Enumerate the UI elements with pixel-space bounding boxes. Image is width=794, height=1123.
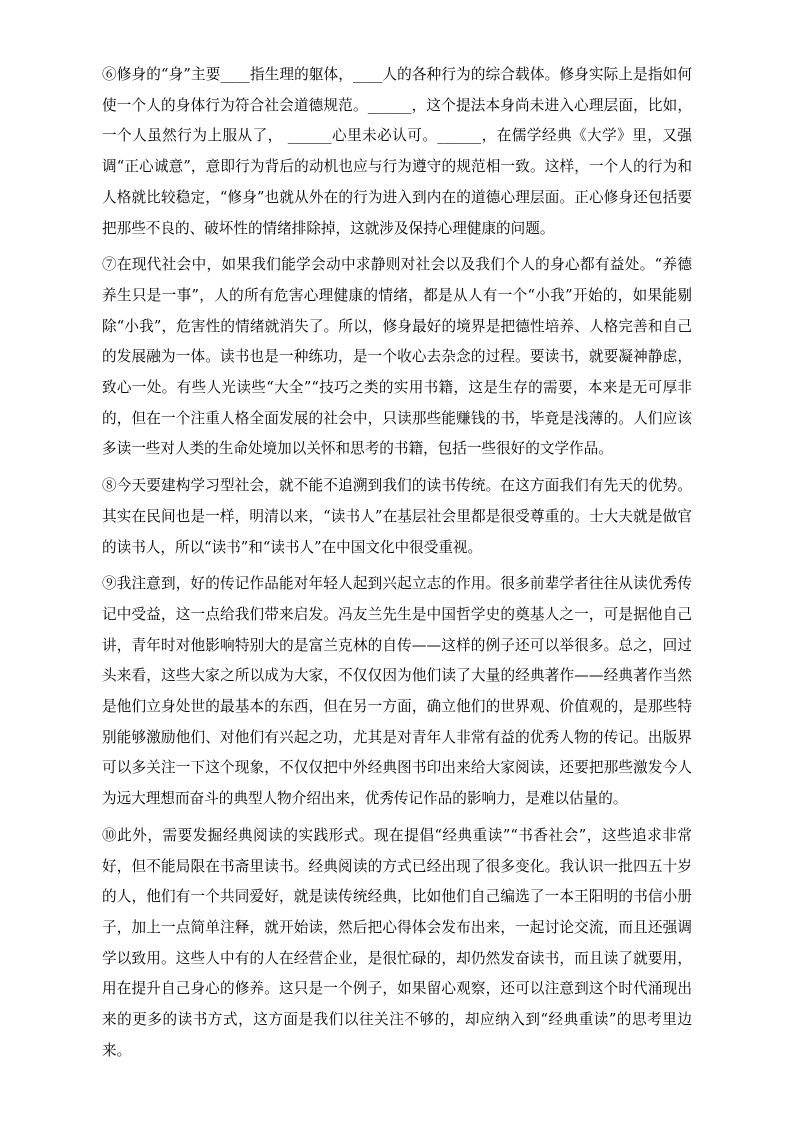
paragraph-6 [102, 60, 692, 244]
paragraph-number: ⑩ [102, 826, 118, 844]
paragraph-number: ⑨ [102, 575, 117, 593]
paragraph-10 [102, 821, 692, 1067]
paragraph-text: 今天要建构学习型社会，就不能不追溯到我们的读书传统。在这方面我们有先天的优势。其实在民间也是一样，明清以来，“读书人”在基层社会里都是很受尊重的。士大夫就是做官的读书人，所以“读书”和“读书人”在中国文化中很受重视。 [102, 477, 692, 556]
paragraph-number: ⑧ [102, 477, 117, 495]
paragraph-text: 修身的“身”主要____指生理的躯体，____人的各种行为的综合载体。修身实际上是指如何使一个人的身体行为符合社会道德规范。______，这个提法本身尚未进入心理层面，比如，一个人虽然行为上服从了， ______心里未必认可。______，在儒学经典《大学》里，又强调“正心诚意”，意即行为背后的动机也应与行为遵守的规范相一致。这样，一个人的行为和人格就比较稳定，“修身”也就从外在的行为进入到内在的道德心理层面。正心修身还包括要把那些不良的、破坏性的情绪排除掉，这就涉及保持心理健康的问题。 [102, 66, 692, 237]
paragraph-7 [102, 250, 692, 465]
paragraph-text: 在现代社会中，如果我们能学会动中求静则对社会以及我们个人的身心都有益处。“养德养生只是一事”，人的所有危害心理健康的情绪，都是从人有一个“小我”开始的，如果能剔除“小我”，危害性的情绪就消失了。所以，修身最好的境界是把德性培养、人格完善和自己的发展融为一体。读书也是一种练功，是一个收心去杂念的过程。要读书，就要凝神静虑，致心一处。有些人光读些“大全”“技巧之类的实用书籍，这是生存的需要，本来是无可厚非的，但在一个注重人格全面发展的社会中，只读那些能赚钱的书，毕竟是浅薄的。人们应该多读一些对人类的生命处境加以关怀和思考的书籍，包括一些很好的文学作品。 [102, 256, 692, 458]
document-page [102, 60, 692, 1073]
paragraph-number: ⑦ [102, 256, 117, 274]
paragraph-9 [102, 569, 692, 815]
paragraph-text: 我注意到，好的传记作品能对年轻人起到兴起立志的作用。很多前辈学者往往从读优秀传记中受益，这一点给我们带来启发。冯友兰先生是中国哲学史的奠基人之一，可是据他自己讲，青年时对他影响特别大的是富兰克林的自传——这样的例子还可以举很多。总之，回过头来看，这些大家之所以成为大家，不仅仅因为他们读了大量的经典著作——经典著作当然是他们立身处世的最基本的东西，但在另一方面，确立他们的世界观、价值观的，是那些特别能够激励他们、对他们有兴起之功，尤其是对青年人非常有益的优秀人物的传记。出版界可以多关注一下这个现象，不仅仅把中外经典图书印出来给大家阅读，还要把那些激发今人为远大理想而奋斗的典型人物介绍出来，优秀传记作品的影响力，是难以估量的。 [102, 575, 692, 808]
paragraph-8 [102, 471, 692, 563]
paragraph-number: ⑥ [102, 66, 117, 83]
paragraph-text: 此外，需要发掘经典阅读的实践形式。现在提倡“经典重读”“书香社会”，这些追求非常好，但不能局限在书斋里读书。经典阅读的方式已经出现了很多变化。我认识一批四五十岁的人，他们有一个共同爱好，就是读传统经典，比如他们自己编选了一本王阳明的书信小册子，加上一点简单注释，就开始读，然后把心得体会发布出来，一起讨论交流，而且还强调学以致用。这些人中有的人在经营企业，是很忙碌的，却仍然发奋读书，而且读了就要用，用在提升自己身心的修养。这只是一个例子，如果留心观察，还可以注意到这个时代涌现出来的更多的读书方式，这方面是我们以往关注不够的，却应纳入到“经典重读”的思考里边来。 [102, 826, 692, 1059]
